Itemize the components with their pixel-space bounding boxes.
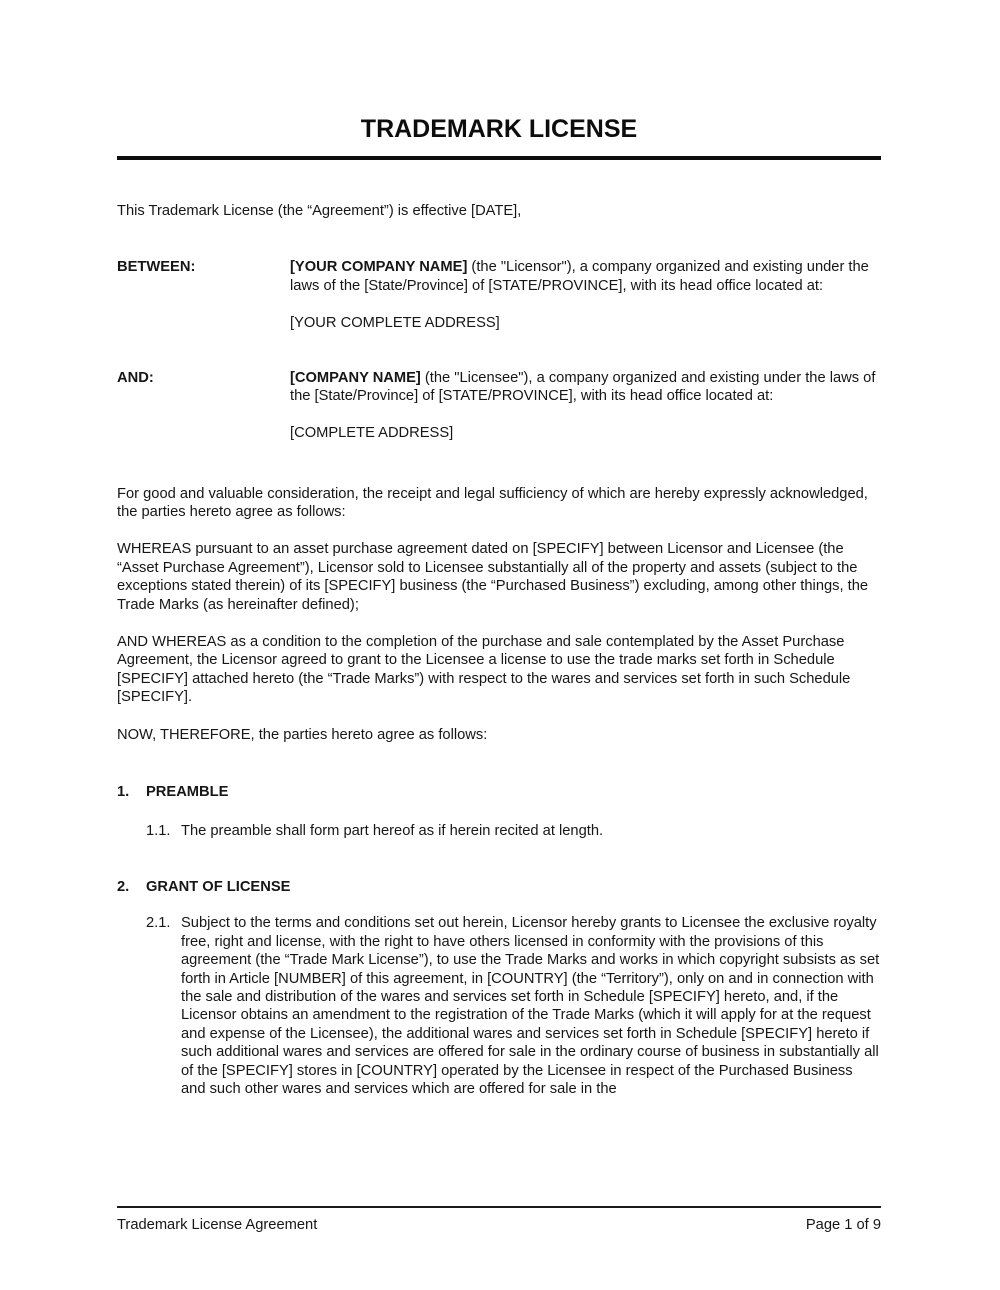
party-between	[117, 258, 881, 332]
party-between-address: [YOUR COMPLETE ADDRESS]	[290, 314, 500, 331]
clause-number: 1.1.	[146, 822, 171, 839]
party-between-name: [YOUR COMPANY NAME]	[290, 259, 468, 276]
clause-number: 2.1.	[146, 915, 171, 932]
document-title: TRADEMARK LICENSE	[360, 115, 638, 143]
paragraph-consideration: For good and valuable consideration, the receipt and legal sufficiency of which are hereby expressly acknowledged, the parties hereto agree as follows:	[117, 485, 868, 521]
effective-date-line: This Trademark License (the “Agreement”) is effective [DATE],	[117, 203, 522, 219]
clause-text: The preamble shall form part hereof as if herein recited at length.	[181, 822, 604, 839]
section-title: PREAMBLE	[146, 784, 229, 801]
party-between-body	[290, 258, 881, 332]
party-and-description-text: (the "Licensee"), a company organized and existing under the laws of the [State/Province] of [STATE/PROVINCE], with its head office located at:	[290, 370, 876, 405]
party-between-description	[290, 258, 881, 295]
section-heading-preamble	[117, 783, 881, 801]
paragraph-now-therefore: NOW, THEREFORE, the parties hereto agree as follows:	[117, 726, 488, 743]
party-and-address: [COMPLETE ADDRESS]	[290, 425, 454, 442]
clause-2-1	[146, 914, 881, 1098]
page-footer	[117, 1206, 881, 1234]
clause-1-1	[146, 822, 881, 840]
party-and-body	[290, 369, 881, 443]
party-and-name: [COMPANY NAME]	[290, 370, 421, 387]
paragraph-and-whereas: AND WHEREAS as a condition to the completion of the purchase and sale contemplated by the Asset Purchase Agreement, the Licensor agreed to grant to the Licensee a license to use the trade marks set forth in Schedule [SPECIFY] attached hereto (the “Trade Marks”) with respect to the wares and services set forth in such Schedule [SPECIFY].	[117, 634, 851, 706]
party-and	[117, 369, 881, 443]
party-between-label: BETWEEN:	[117, 259, 196, 276]
footer-page-number: Page 1 of 9	[805, 1217, 881, 1233]
section-heading-grant-of-license	[117, 878, 881, 896]
section-number: 2.	[117, 878, 130, 895]
party-and-label: AND:	[117, 370, 154, 387]
party-and-description	[290, 369, 881, 406]
paragraph-whereas: WHEREAS pursuant to an asset purchase agreement dated on [SPECIFY] between Licensor and Licensee (the “Asset Purchase Agreement”), Licensor sold to Licensee substantially all of the property and assets (subject to the exceptions stated therein) of its [SPECIFY] business (the “Purchased Business”) excluding, among other things, the Trade Marks (as hereinafter defined);	[117, 541, 869, 613]
title-rule	[117, 156, 881, 160]
section-number: 1.	[117, 784, 130, 801]
party-between-description-text: (the "Licensor"), a company organized and existing under the laws of the [State/Province] of [STATE/PROVINCE], with its head office located at:	[290, 259, 869, 294]
section-title: GRANT OF LICENSE	[146, 878, 291, 895]
clause-text: Subject to the terms and conditions set out herein, Licensor hereby grants to Licensee the exclusive royalty free, right and license, with the right to have others licensed in conformity with the provisions of this agreement (the “Trade Mark License”), to use the Trade Marks and works in which copyright subsists as set forth in Article [NUMBER] of this agreement, in [COUNTRY] (the “Territory”), only on and in connection with the sale and distribution of the wares and services set forth in Schedule [SPECIFY] hereto, and, if the Licensor obtains an amendment to the registration of the Trade Marks (which it will apply for at the request and expense of the Licensee), the additional wares and services set forth in Schedule [SPECIFY] hereto if such additional wares and services are offered for sale in the ordinary course of business in substantially all of the [SPECIFY] stores in [COUNTRY] operated by the Licensee in respect of the Purchased Business and such other wares and services which are offered for sale in the	[181, 915, 880, 1097]
footer-document-title: Trademark License Agreement	[117, 1217, 318, 1233]
